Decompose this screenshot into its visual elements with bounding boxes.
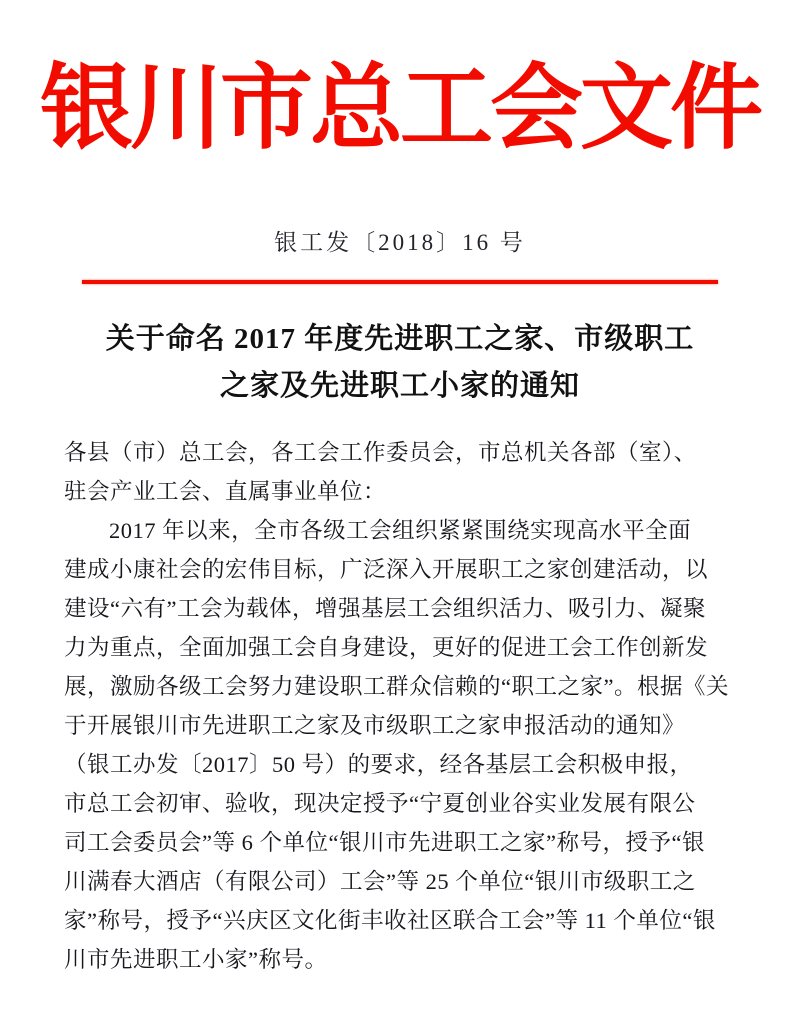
body-line: 司工会委员会”等 6 个单位“银川市先进职工之家”称号，授予“银 [64, 830, 705, 855]
body-line: （银工办发〔2017〕50 号）的要求，经各基层工会积极申报， [64, 752, 693, 777]
body-line: 于开展银川市先进职工之家及市级职工之家申报活动的通知》 [64, 713, 686, 738]
red-divider-line [82, 280, 718, 284]
body-line: 川市先进职工小家”称号。 [64, 947, 328, 972]
notice-title-line2: 之家及先进职工小家的通知 [219, 370, 580, 402]
body-line: 川满春大酒店（有限公司）工会”等 25 个单位“银川市级职工之 [64, 869, 696, 894]
salutation-line: 驻会产业工会、直属事业单位： [64, 479, 387, 504]
body-line: 建设“六有”工会为载体，增强基层工会组织活力、吸引力、凝聚 [64, 596, 706, 621]
notice-title-line1: 关于命名 2017 年度先进职工之家、市级职工 [105, 323, 695, 355]
body-line: 展，激励各级工会努力建设职工群众信赖的“职工之家”。根据《关 [64, 674, 729, 699]
body-line: 市总工会初审、验收，现决定授予“宁夏创业谷实业发展有限公 [64, 791, 696, 816]
letterhead-banner-title: 银川市总工会文件 [40, 58, 760, 161]
salutation-line: 各县（市）总工会，各工会工作委员会，市总机关各部（室）、 [64, 440, 697, 465]
document-number: 银工发〔2018〕16 号 [274, 230, 526, 255]
body-line: 2017 年以来，全市各级工会组织紧紧围绕实现高水平全面 [109, 518, 692, 543]
notice-title [40, 316, 760, 410]
body-line: 建成小康社会的宏伟目标，广泛深入开展职工之家创建活动，以 [64, 557, 709, 582]
body-line: 家”称号，授予“兴庆区文化街丰收社区联合工会”等 11 个单位“银 [64, 908, 716, 933]
body-text [64, 433, 736, 979]
body-line: 力为重点，全面加强工会自身建设，更好的促进工会工作创新发 [64, 635, 709, 660]
